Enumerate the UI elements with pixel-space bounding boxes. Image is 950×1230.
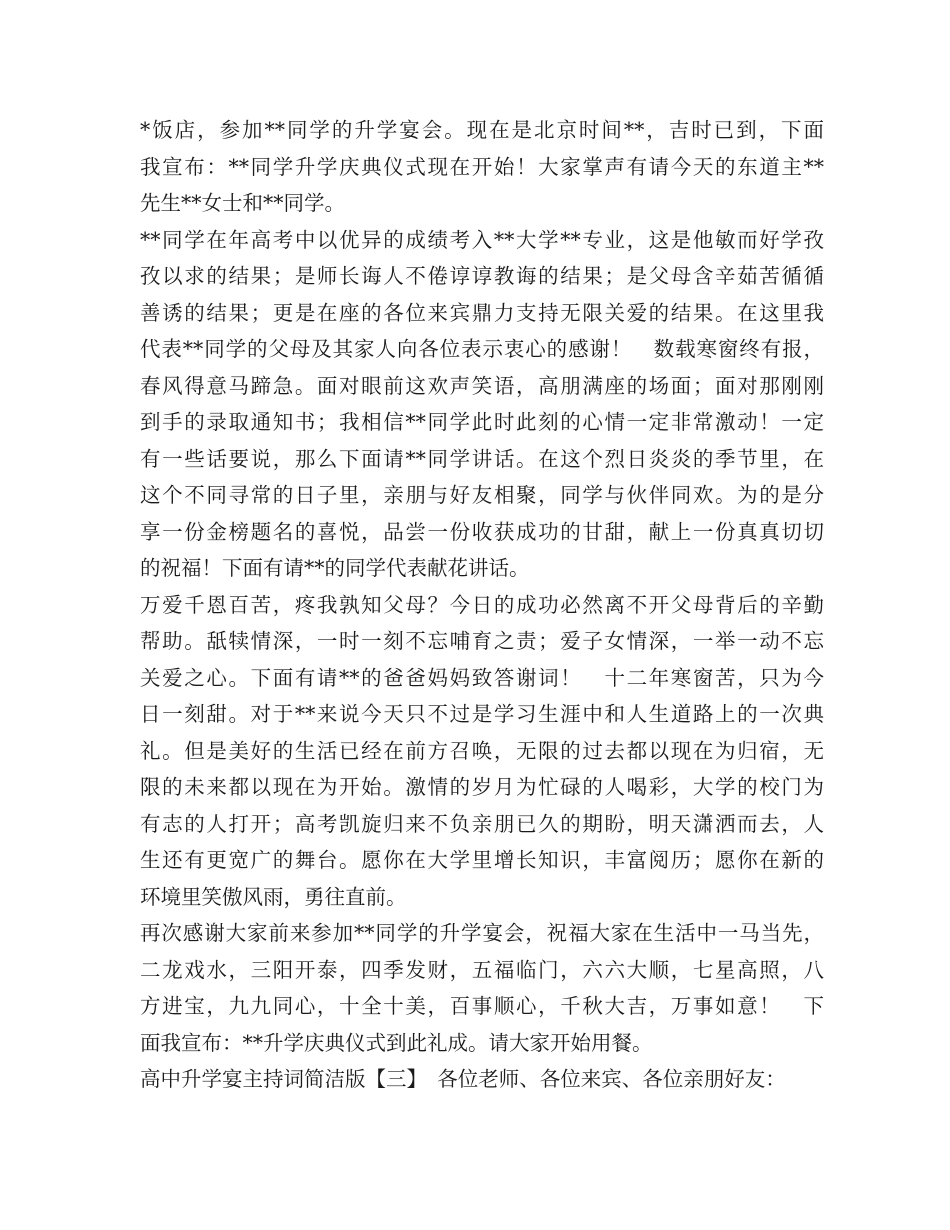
text-line: 享一份金榜题名的喜悦，品尝一份收获成功的甘甜，献上一份真真切切 — [140, 519, 824, 544]
text-line: 这个不同寻常的日子里，亲朋与好友相聚，同学与伙伴同欢。为的是分 — [140, 483, 824, 507]
text-line: 有志的人打开；高考凯旋归来不负亲朋已久的期盼，明天潇洒而去，人 — [140, 811, 824, 836]
paragraph — [140, 1061, 824, 1098]
text-line: 限的未来都以现在为开始。激情的岁月为忙碌的人喝彩，大学的校门为 — [140, 775, 824, 799]
paragraph — [140, 112, 824, 222]
text-line: 孜以求的结果；是师长诲人不倦谆谆教诲的结果；是父母含辛茹苦循循 — [140, 264, 824, 288]
text-line: 面我宣布：**升学庆典仪式到此礼成。请大家开始用餐。 — [140, 1030, 653, 1055]
paragraph — [140, 222, 824, 587]
text-line: 先生**女士和**同学。 — [140, 191, 345, 215]
text-line: *饭店，参加**同学的升学宴会。现在是北京时间**，吉时已到，下面 — [140, 118, 824, 142]
document-body — [140, 112, 824, 1098]
text-line: 高中升学宴主持词简洁版【三】 各位老师、各位来宾、各位亲朋好友： — [140, 1067, 786, 1091]
text-line: 善诱的结果；更是在座的各位来宾鼎力支持无限关爱的结果。在这里我 — [140, 300, 824, 325]
text-line: 帮助。舐犊情深，一时一刻不忘哺育之责；爱子女情深，一举一动不忘 — [140, 629, 824, 653]
text-line: 生还有更宽广的舞台。愿你在大学里增长知识，丰富阅历；愿你在新的 — [140, 848, 824, 872]
text-line: **同学在年高考中以优异的成绩考入**大学**专业，这是他敏而好学孜 — [140, 227, 824, 252]
text-line: 我宣布：**同学升学庆典仪式现在开始！大家掌声有请今天的东道主** — [140, 154, 824, 179]
text-line: 关爱之心。下面有请**的爸爸妈妈致答谢词！ 十二年寒窗苦，只为今 — [140, 665, 824, 690]
text-line: 再次感谢大家前来参加**同学的升学宴会，祝福大家在生活中一马当先， — [140, 921, 824, 945]
text-line: 礼。但是美好的生活已经在前方召唤，无限的过去都以现在为归宿，无 — [140, 738, 824, 763]
paragraph — [140, 587, 824, 916]
text-line: 万爱千恩百苦，疼我孰知父母？今日的成功必然离不开父母背后的辛勤 — [140, 592, 824, 617]
text-line: 环境里笑傲风雨，勇往直前。 — [140, 884, 407, 909]
text-line: 二龙戏水，三阳开泰，四季发财，五福临门，六六大顺，七星高照，八 — [140, 957, 824, 982]
text-line: 的祝福！下面有请**的同学代表献花讲话。 — [140, 556, 530, 580]
paragraph — [140, 915, 824, 1061]
text-line: 有一些话要说，那么下面请**同学讲话。在这个烈日炎炎的季节里，在 — [140, 446, 824, 471]
text-line: 日一刻甜。对于**来说今天只不过是学习生涯中和人生道路上的一次典 — [140, 702, 824, 726]
text-line: 代表**同学的父母及其家人向各位表示衷心的感谢！ 数载寒窗终有报， — [140, 337, 824, 361]
text-line: 春风得意马蹄急。面对眼前这欢声笑语，高朋满座的场面；面对那刚刚 — [140, 373, 824, 398]
text-line: 到手的录取通知书；我相信**同学此时此刻的心情一定非常激动！一定 — [140, 410, 824, 434]
text-line: 方进宝，九九同心，十全十美，百事顺心，千秋大吉，万事如意！ 下 — [140, 994, 824, 1018]
